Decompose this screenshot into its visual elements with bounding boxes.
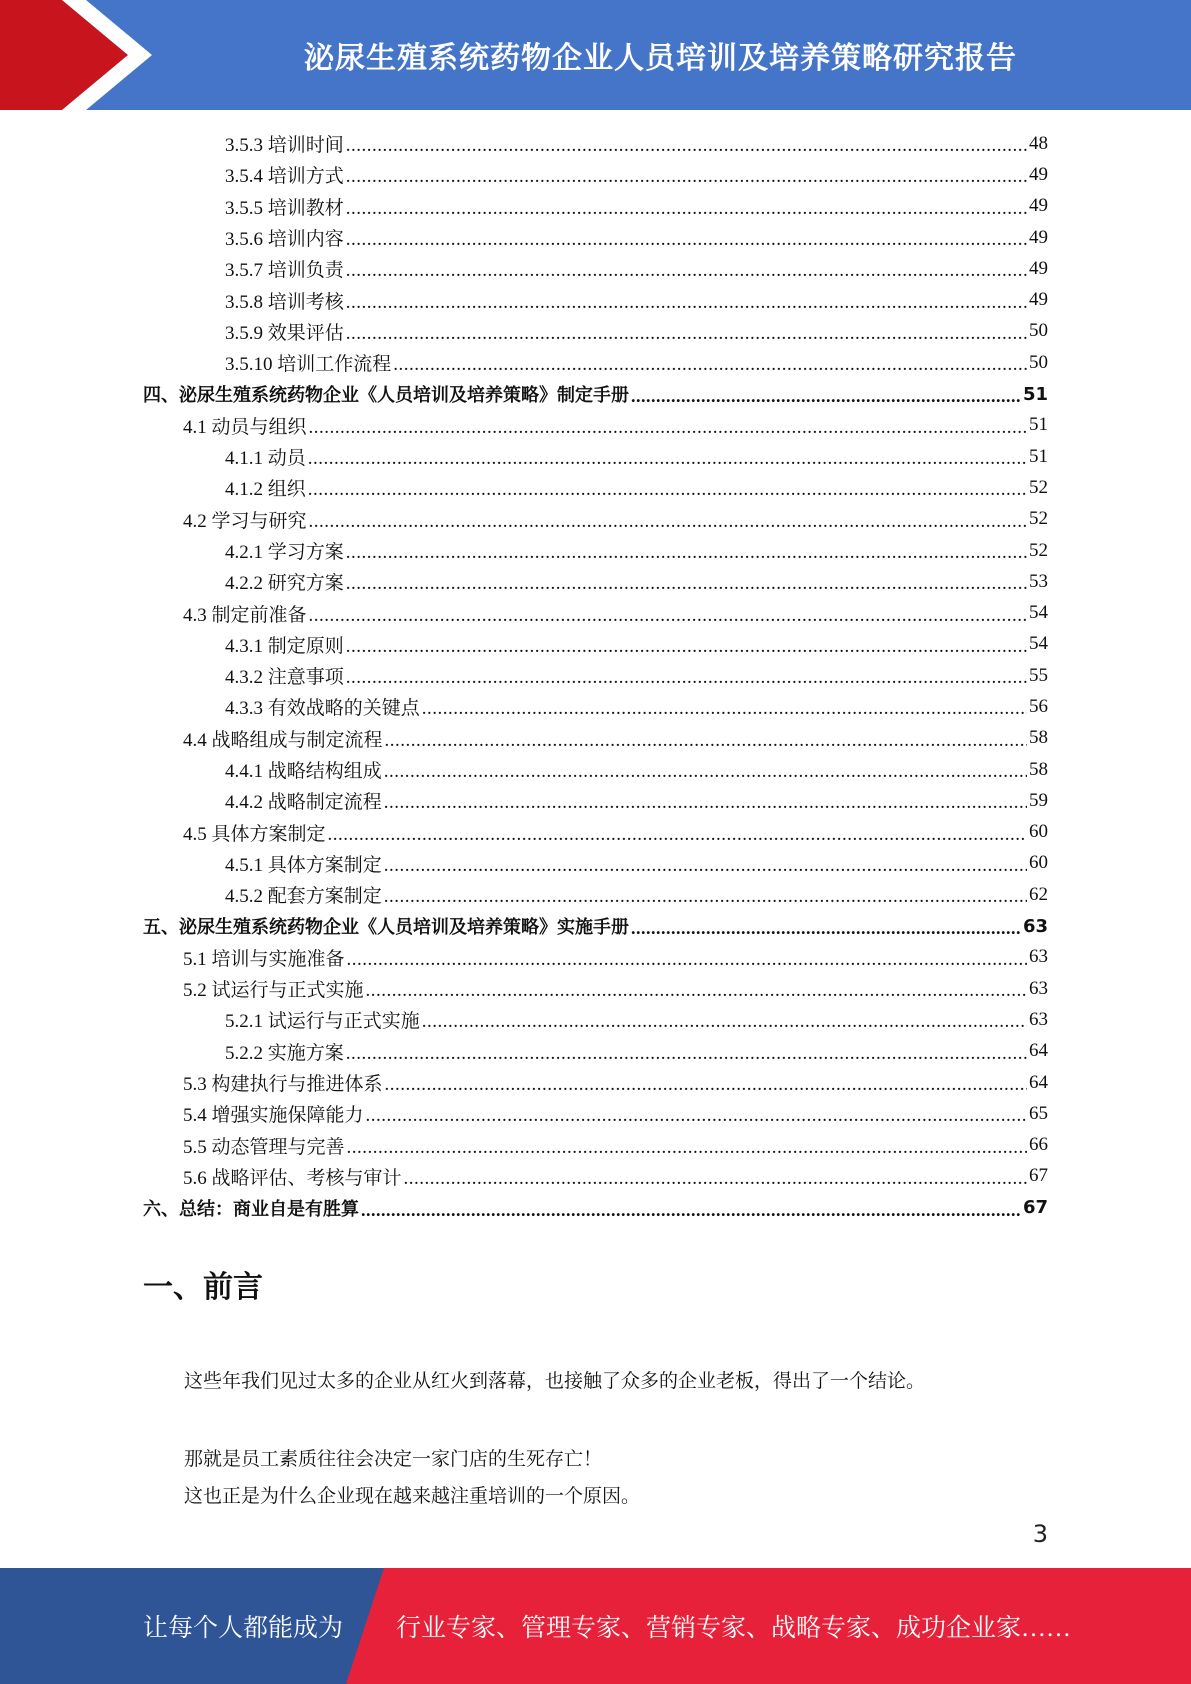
toc-dot-leader bbox=[404, 1168, 1027, 1187]
toc-dot-leader bbox=[346, 229, 1027, 248]
toc-entry[interactable] bbox=[143, 1192, 1048, 1223]
toc-entry-label: 六、总结：商业自是有胜算 bbox=[143, 1198, 359, 1220]
toc-entry-label: 4.3.1 制定原则 bbox=[225, 635, 344, 657]
toc-entry[interactable] bbox=[143, 1098, 1048, 1129]
toc-entry[interactable] bbox=[143, 504, 1048, 535]
toc-entry-label: 4.3 制定前准备 bbox=[183, 604, 307, 626]
toc-entry[interactable] bbox=[143, 284, 1048, 315]
toc-dot-leader bbox=[309, 511, 1027, 530]
toc-entry-label: 4.5.1 具体方案制定 bbox=[225, 854, 382, 876]
toc-entry[interactable] bbox=[143, 347, 1048, 378]
toc-entry[interactable] bbox=[143, 1067, 1048, 1098]
toc-entry[interactable] bbox=[143, 128, 1048, 159]
page-footer bbox=[0, 1568, 1191, 1684]
toc-dot-leader bbox=[308, 448, 1027, 467]
toc-dot-leader bbox=[361, 1200, 1021, 1218]
toc-entry[interactable] bbox=[143, 253, 1048, 284]
toc-entry-page-number: 56 bbox=[1029, 695, 1048, 717]
toc-dot-leader bbox=[631, 386, 1021, 404]
toc-entry[interactable] bbox=[143, 942, 1048, 973]
toc-entry[interactable] bbox=[143, 410, 1048, 441]
toc-entry-page-number: 63 bbox=[1029, 946, 1048, 968]
toc-entry-label: 3.5.7 培训负责 bbox=[225, 260, 344, 282]
toc-entry-page-number: 65 bbox=[1029, 1102, 1048, 1124]
toc-dot-leader bbox=[309, 605, 1027, 624]
toc-dot-leader bbox=[347, 1137, 1027, 1156]
toc-entry-page-number: 50 bbox=[1029, 351, 1048, 373]
toc-dot-leader bbox=[346, 260, 1027, 279]
toc-entry-label: 4.1.1 动员 bbox=[225, 448, 306, 470]
section-heading: 一、前言 bbox=[143, 1270, 263, 1305]
toc-entry[interactable] bbox=[143, 222, 1048, 253]
toc-entry-label: 5.1 培训与实施准备 bbox=[183, 948, 345, 970]
toc-dot-leader bbox=[385, 730, 1027, 749]
toc-entry-label: 4.2.2 研究方案 bbox=[225, 573, 344, 595]
paragraph: 这些年我们见过太多的企业从红火到落幕，也接触了众多的企业老板，得出了一个结论。 bbox=[184, 1371, 926, 1392]
toc-dot-leader bbox=[346, 292, 1027, 311]
toc-entry-label: 4.3.2 注意事项 bbox=[225, 667, 344, 689]
toc-entry-page-number: 58 bbox=[1029, 758, 1048, 780]
toc-entry[interactable] bbox=[143, 1004, 1048, 1035]
toc-entry[interactable] bbox=[143, 723, 1048, 754]
paragraph: 那就是员工素质往往会决定一家门店的生死存亡！ bbox=[184, 1449, 603, 1470]
toc-entry-label: 5.2.2 实施方案 bbox=[225, 1042, 344, 1064]
toc-entry[interactable] bbox=[143, 1161, 1048, 1192]
toc-entry-page-number: 55 bbox=[1029, 664, 1048, 686]
toc-entry[interactable] bbox=[143, 597, 1048, 628]
toc-entry[interactable] bbox=[143, 848, 1048, 879]
toc-entry[interactable] bbox=[143, 629, 1048, 660]
toc-entry-label: 4.2.1 学习方案 bbox=[225, 542, 344, 563]
toc-dot-leader bbox=[422, 1011, 1027, 1030]
toc-entry-label: 5.3 构建执行与推进体系 bbox=[183, 1074, 383, 1096]
toc-entry-page-number: 50 bbox=[1029, 320, 1048, 342]
toc-entry-page-number: 52 bbox=[1029, 476, 1048, 498]
toc-dot-leader bbox=[393, 354, 1027, 373]
toc-dot-leader bbox=[384, 792, 1027, 811]
toc-entry[interactable] bbox=[143, 378, 1048, 409]
toc-dot-leader bbox=[346, 542, 1027, 561]
toc-entry[interactable] bbox=[143, 691, 1048, 722]
toc-entry-label: 3.5.6 培训内容 bbox=[225, 229, 344, 251]
footer-slogan-right: 行业专家、管理专家、营销专家、战略专家、成功企业家…… bbox=[396, 1615, 1072, 1642]
toc-entry[interactable] bbox=[143, 535, 1048, 566]
toc-entry-page-number: 63 bbox=[1029, 977, 1048, 999]
toc-dot-leader bbox=[346, 323, 1027, 342]
toc-dot-leader bbox=[366, 1105, 1027, 1124]
toc-entry-page-number: 49 bbox=[1029, 195, 1048, 217]
toc-dot-leader bbox=[308, 479, 1027, 498]
toc-entry-label: 4.4 战略组成与制定流程 bbox=[183, 729, 383, 751]
toc-entry-page-number: 54 bbox=[1029, 602, 1048, 624]
toc-dot-leader bbox=[347, 949, 1027, 968]
toc-entry-label: 3.5.9 效果评估 bbox=[225, 322, 344, 344]
toc-dot-leader bbox=[422, 698, 1027, 717]
toc-entry[interactable] bbox=[143, 316, 1048, 347]
toc-entry-page-number: 49 bbox=[1029, 257, 1048, 279]
paragraph: 这也正是为什么企业现在越来越注重培训的一个原因。 bbox=[184, 1486, 641, 1507]
toc-dot-leader bbox=[309, 417, 1027, 436]
table-of-contents bbox=[143, 128, 1048, 1223]
toc-entry-label: 5.6 战略评估、考核与审计 bbox=[183, 1167, 402, 1189]
toc-entry-page-number: 60 bbox=[1029, 852, 1048, 874]
toc-entry-page-number: 64 bbox=[1029, 1071, 1048, 1093]
document-title: 泌尿生殖系统药物企业人员培训及培养策略研究报告 bbox=[304, 41, 1017, 76]
toc-entry[interactable] bbox=[143, 817, 1048, 848]
toc-entry-page-number: 66 bbox=[1029, 1134, 1048, 1156]
toc-entry-label: 4.2 学习与研究 bbox=[183, 510, 307, 532]
toc-entry[interactable] bbox=[143, 973, 1048, 1004]
toc-entry[interactable] bbox=[143, 660, 1048, 691]
page-header bbox=[0, 0, 1191, 110]
toc-dot-leader bbox=[346, 1043, 1027, 1062]
toc-entry-page-number: 63 bbox=[1029, 1008, 1048, 1030]
toc-dot-leader bbox=[384, 855, 1027, 874]
toc-entry-page-number: 53 bbox=[1029, 570, 1048, 592]
toc-entry-page-number: 52 bbox=[1029, 539, 1048, 561]
toc-entry-label: 四、泌尿生殖系统药物企业《人员培训及培养策略》制定手册 bbox=[143, 385, 629, 407]
toc-entry[interactable] bbox=[143, 1130, 1048, 1161]
toc-entry-label: 3.5.8 培训考核 bbox=[225, 291, 344, 313]
toc-entry-page-number: 51 bbox=[1022, 383, 1048, 405]
toc-entry[interactable] bbox=[143, 191, 1048, 222]
toc-dot-leader bbox=[366, 980, 1027, 999]
toc-entry[interactable] bbox=[143, 472, 1048, 503]
toc-dot-leader bbox=[328, 824, 1027, 843]
toc-dot-leader bbox=[631, 918, 1021, 936]
toc-entry-page-number: 62 bbox=[1029, 883, 1048, 905]
toc-entry-page-number: 49 bbox=[1029, 226, 1048, 248]
toc-entry[interactable] bbox=[143, 785, 1048, 816]
toc-entry-page-number: 67 bbox=[1022, 1197, 1048, 1219]
toc-entry[interactable] bbox=[143, 566, 1048, 597]
toc-entry-page-number: 49 bbox=[1029, 289, 1048, 311]
toc-entry-page-number: 67 bbox=[1029, 1165, 1048, 1187]
toc-entry-label: 3.5.4 培训方式 bbox=[225, 166, 344, 188]
toc-entry-page-number: 51 bbox=[1029, 414, 1048, 436]
toc-dot-leader bbox=[346, 636, 1027, 655]
toc-entry-page-number: 64 bbox=[1029, 1040, 1048, 1062]
toc-entry-label: 4.1.2 组织 bbox=[225, 479, 306, 501]
toc-entry-label: 3.5.5 培训教材 bbox=[225, 197, 344, 219]
toc-entry-label: 4.5.2 配套方案制定 bbox=[225, 886, 382, 908]
toc-dot-leader bbox=[384, 886, 1027, 905]
toc-entry-label: 5.5 动态管理与完善 bbox=[183, 1136, 345, 1158]
toc-entry-label: 5.2.1 试运行与正式实施 bbox=[225, 1011, 420, 1033]
toc-entry-label: 3.5.10 培训工作流程 bbox=[225, 354, 392, 376]
toc-entry[interactable] bbox=[143, 879, 1048, 910]
toc-entry-label: 4.3.3 有效战略的关键点 bbox=[225, 698, 420, 720]
toc-entry-page-number: 48 bbox=[1029, 132, 1048, 154]
toc-dot-leader bbox=[346, 667, 1027, 686]
toc-entry-page-number: 52 bbox=[1029, 508, 1048, 530]
toc-entry-label: 5.4 增强实施保障能力 bbox=[183, 1105, 364, 1127]
toc-entry-label: 4.5 具体方案制定 bbox=[183, 823, 326, 845]
toc-dot-leader bbox=[346, 166, 1027, 185]
toc-entry-page-number: 58 bbox=[1029, 727, 1048, 749]
toc-entry-page-number: 60 bbox=[1029, 821, 1048, 843]
toc-entry-page-number: 63 bbox=[1022, 915, 1048, 937]
toc-entry-page-number: 49 bbox=[1029, 163, 1048, 185]
toc-dot-leader bbox=[346, 573, 1027, 592]
page-number: 3 bbox=[1032, 1520, 1048, 1548]
toc-dot-leader bbox=[346, 135, 1027, 154]
toc-entry[interactable] bbox=[143, 159, 1048, 190]
toc-entry-page-number: 59 bbox=[1029, 789, 1048, 811]
toc-entry[interactable] bbox=[143, 910, 1048, 941]
toc-entry-label: 4.4.2 战略制定流程 bbox=[225, 792, 382, 814]
toc-entry-label: 5.2 试运行与正式实施 bbox=[183, 980, 364, 1002]
toc-entry-label: 4.4.1 战略结构组成 bbox=[225, 761, 382, 783]
toc-entry-page-number: 54 bbox=[1029, 633, 1048, 655]
toc-dot-leader bbox=[346, 198, 1027, 217]
footer-slogan-left: 让每个人都能成为 bbox=[143, 1615, 344, 1642]
toc-entry-label: 五、泌尿生殖系统药物企业《人员培训及培养策略》实施手册 bbox=[143, 917, 629, 939]
toc-entry[interactable] bbox=[143, 441, 1048, 472]
toc-dot-leader bbox=[384, 761, 1027, 780]
toc-dot-leader bbox=[385, 1074, 1027, 1093]
toc-entry-label: 4.1 动员与组织 bbox=[183, 416, 307, 438]
toc-entry[interactable] bbox=[143, 754, 1048, 785]
toc-entry-label: 3.5.3 培训时间 bbox=[225, 135, 344, 157]
toc-entry-page-number: 51 bbox=[1029, 445, 1048, 467]
toc-entry[interactable] bbox=[143, 1036, 1048, 1067]
